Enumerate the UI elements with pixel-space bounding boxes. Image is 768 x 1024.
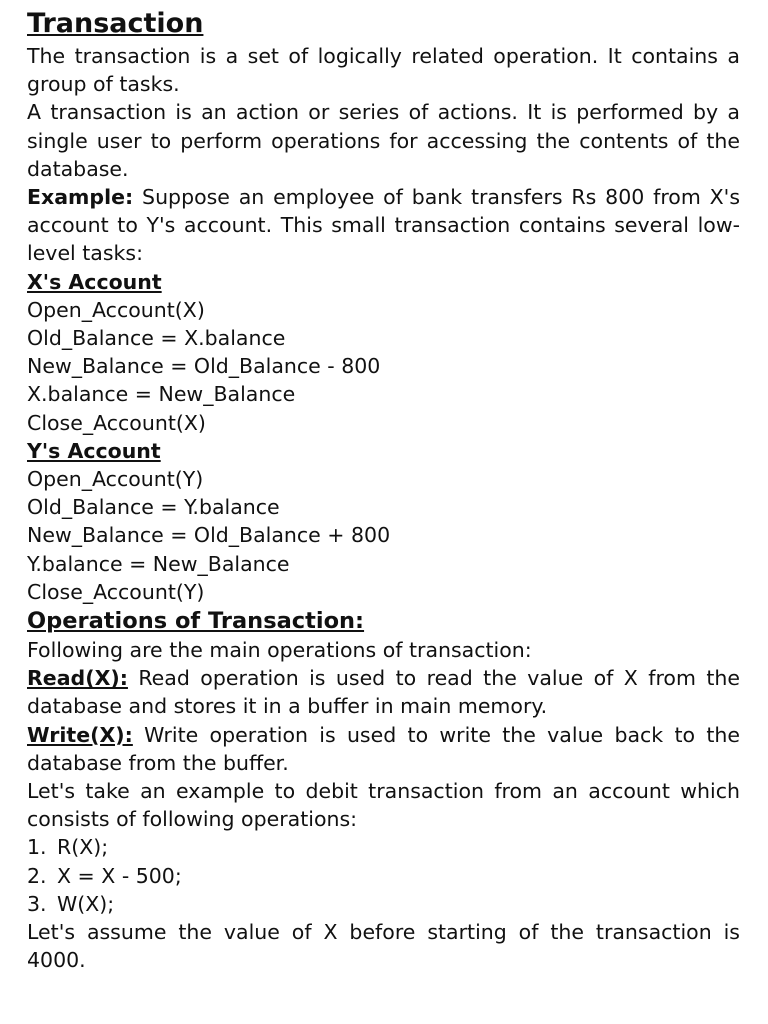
x-account-line: Old_Balance = X.balance <box>27 326 286 351</box>
x-account-heading: X's Account <box>27 269 162 294</box>
intro-paragraph-2: A transaction is an action or series of actions. It is performed by a single user to perform operations for accessing the contents of the database. <box>27 100 740 181</box>
read-operation-label: Read(X): <box>27 666 128 691</box>
list-item <box>27 862 740 890</box>
operations-heading: Operations of Transaction: <box>27 608 365 635</box>
step-number: 1. <box>27 835 47 860</box>
step-number: 2. <box>27 863 47 888</box>
intro-paragraph-1: The transaction is a set of logically related operation. It contains a group of tasks. <box>27 44 740 97</box>
read-operation-paragraph <box>27 664 740 720</box>
example-text: Suppose an employee of bank transfers Rs 800 from X's account to Y's account. This small transaction contains several low-level tasks: <box>27 185 740 266</box>
y-account-line: Y.balance = New_Balance <box>27 551 290 576</box>
step-text: W(X); <box>57 891 115 916</box>
write-operation-text: Write operation is used to write the value back to the database from the buffer. <box>27 722 740 775</box>
x-account-line: Open_Account(X) <box>27 297 205 322</box>
y-account-line: New_Balance = Old_Balance + 800 <box>27 523 391 548</box>
read-operation-text: Read operation is used to read the value of X from the database and stores it in a buffer in main memory. <box>27 666 740 719</box>
y-account-heading: Y's Account <box>27 438 161 463</box>
closing-paragraph: Let's assume the value of X before starting of the transaction is 4000. <box>27 920 740 973</box>
write-operation-paragraph <box>27 721 740 777</box>
x-account-line: New_Balance = Old_Balance - 800 <box>27 354 381 379</box>
operations-intro: Following are the main operations of transaction: <box>27 638 532 663</box>
debit-example-intro: Let's take an example to debit transaction from an account which consists of following operations: <box>27 779 740 832</box>
example-paragraph <box>27 183 740 268</box>
list-item <box>27 890 740 918</box>
step-number: 3. <box>27 891 47 916</box>
x-account-line: X.balance = New_Balance <box>27 382 296 407</box>
y-account-line: Open_Account(Y) <box>27 467 204 492</box>
list-item <box>27 833 740 861</box>
page-title: Transaction <box>27 8 204 39</box>
write-operation-label: Write(X): <box>27 722 133 747</box>
x-account-line: Close_Account(X) <box>27 410 206 435</box>
example-label: Example: <box>27 185 134 210</box>
operation-steps-list <box>27 833 740 918</box>
y-account-line: Close_Account(Y) <box>27 579 205 604</box>
step-text: X = X - 500; <box>57 863 182 888</box>
y-account-line: Old_Balance = Y.balance <box>27 495 280 520</box>
step-text: R(X); <box>57 835 109 860</box>
